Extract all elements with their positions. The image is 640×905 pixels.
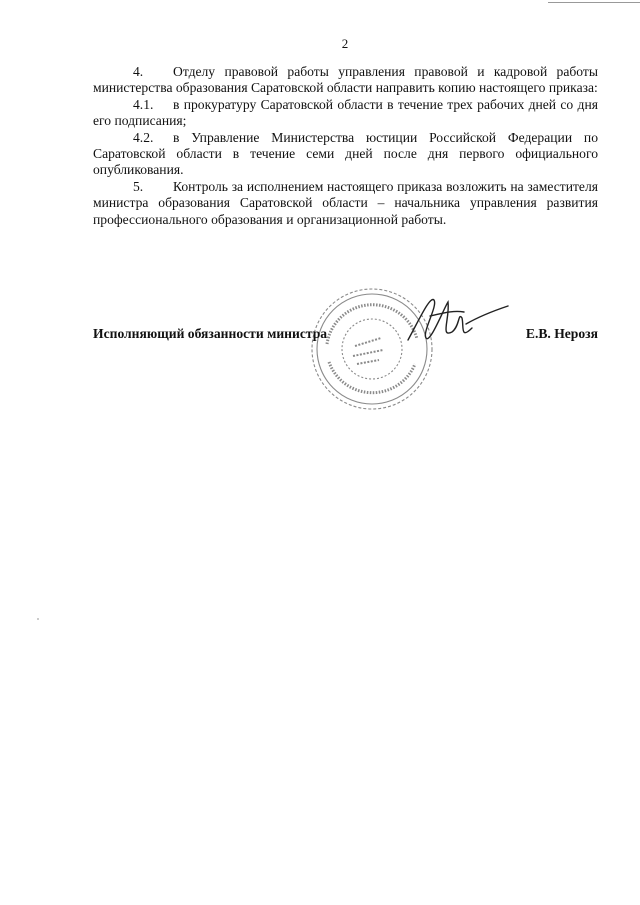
signature-block — [93, 326, 598, 346]
paragraph-4 — [93, 64, 598, 97]
paragraph-5 — [93, 179, 598, 228]
paragraph-text: в Управление Министерства юстиции Российской Федерации по Саратовской области в течение семи дней после дня первого официального опубликования. — [93, 129, 598, 178]
paragraph-text: в прокуратуру Саратовской области в течение трех рабочих дней со дня его подписания; — [93, 96, 598, 129]
paragraph-text: Отделу правовой работы управления правовой и кадровой работы министерства образования Саратовской области направить копию настоящего приказа: — [93, 64, 598, 96]
paragraph-number: 5. — [133, 178, 144, 194]
paragraph-number: 4. — [133, 64, 144, 79]
document-body — [93, 64, 598, 228]
paragraph-number: 4.2. — [133, 129, 154, 145]
paragraph-number: 4.1. — [133, 96, 154, 112]
page-number: 2 — [341, 36, 349, 51]
signatory-name: Е.В. Нерозя — [525, 326, 598, 341]
signatory-title: Исполняющий обязанности министра — [93, 326, 328, 341]
paragraph-4-1 — [93, 97, 598, 130]
handwritten-signature — [400, 288, 510, 358]
paragraph-4-2 — [93, 130, 598, 179]
paragraph-text: Контроль за исполнением настоящего приказа возложить на заместителя министра образования Саратовской области – начальника управления развития профессионального образования и организационной работы. — [93, 178, 598, 227]
top-edge-rule — [548, 2, 640, 3]
scan-speck — [37, 618, 39, 620]
